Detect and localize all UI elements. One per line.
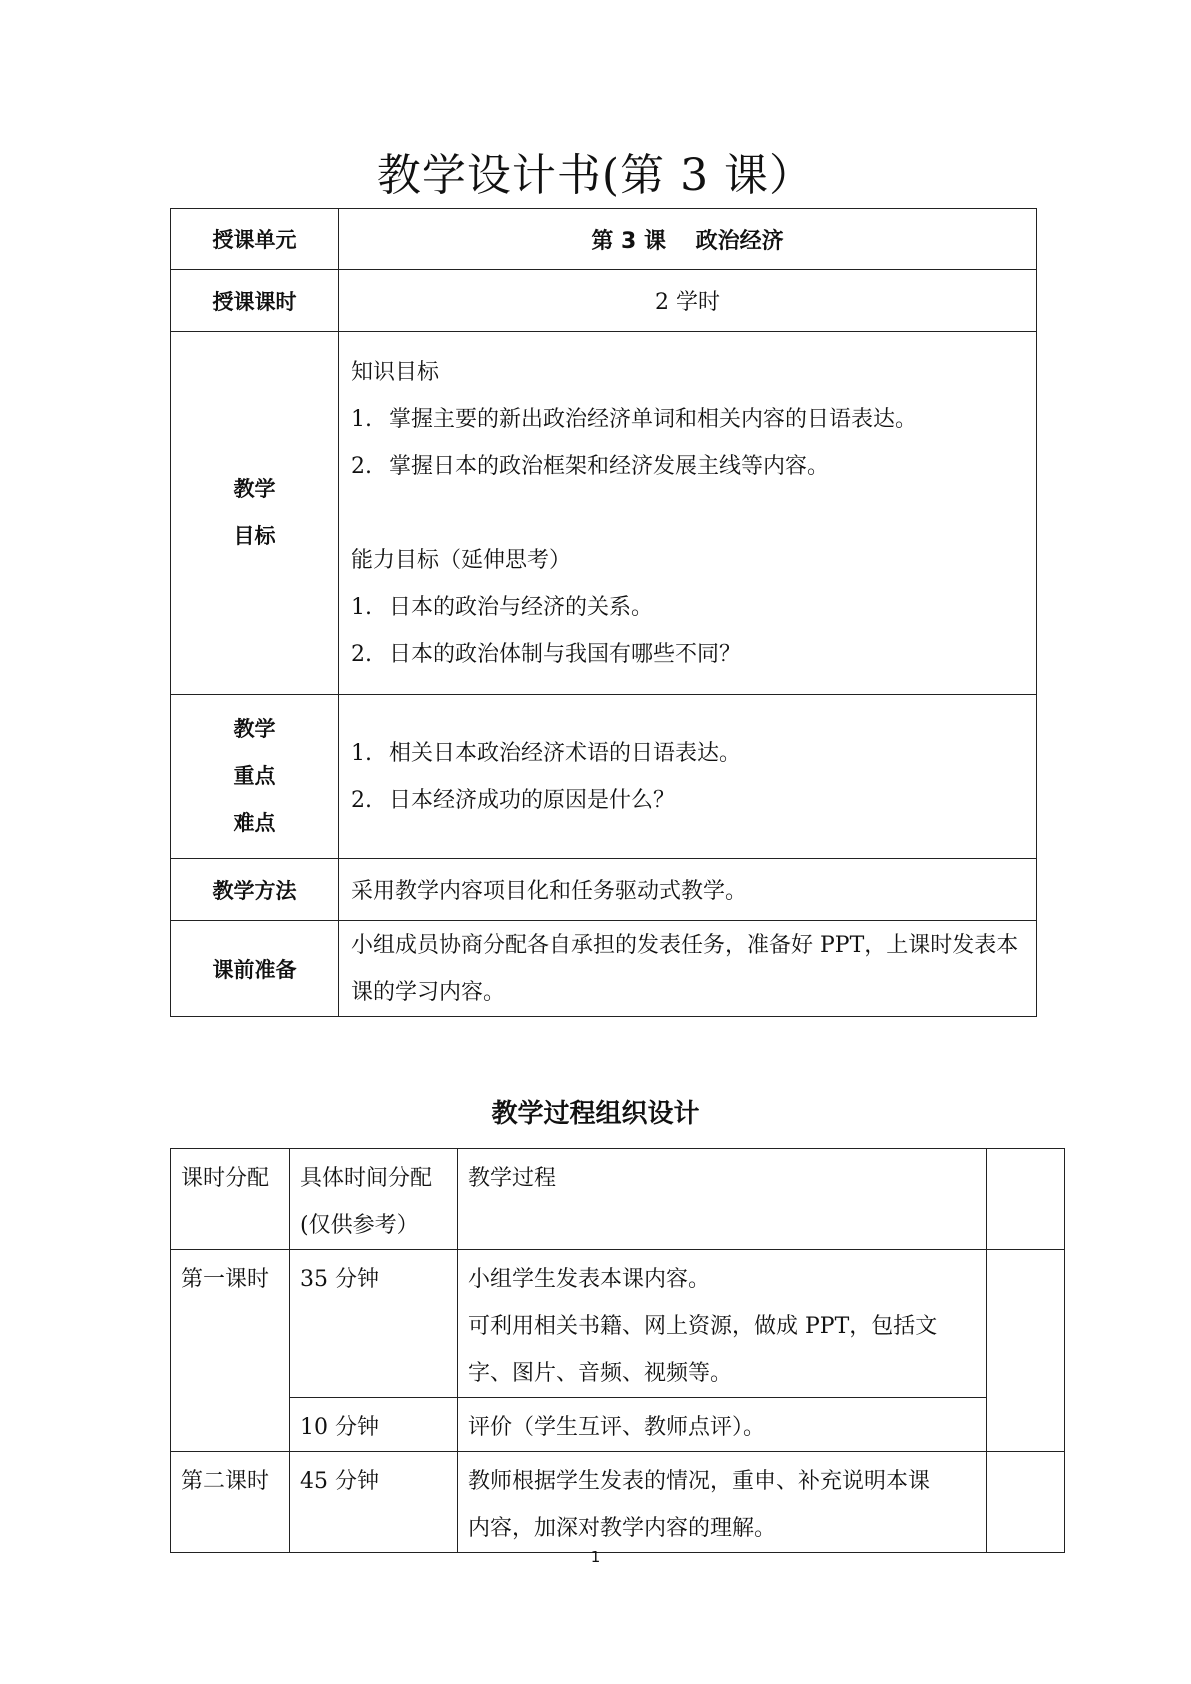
method-row: [171, 859, 1037, 921]
table-row: [171, 1398, 1065, 1452]
method-value: 采用教学内容项目化和任务驱动式教学。: [339, 859, 1037, 921]
process-line: 小组学生发表本课内容。: [468, 1267, 711, 1292]
item-number: 1.: [351, 594, 372, 620]
goals-label-line: 目标: [233, 524, 276, 548]
table-row: [171, 1250, 1065, 1398]
item-text: 相关日本政治经济术语的日语表达。: [389, 740, 742, 766]
ability-item: [351, 584, 1024, 631]
key-item: [351, 777, 1024, 824]
header-time: [290, 1149, 458, 1250]
unit-row: [171, 209, 1037, 270]
key-label-line: 教学: [233, 717, 276, 741]
unit-value: 第 3 课 政治经济: [339, 209, 1037, 270]
key-label-line: 重点: [233, 764, 276, 788]
key-item: [351, 730, 1024, 777]
page-number: 1: [590, 1548, 601, 1566]
hours-value: 2 学时: [339, 270, 1037, 332]
prep-label: 课前准备: [171, 921, 339, 1017]
item-text: 日本的政治与经济的关系。: [389, 594, 654, 620]
process-cell: [458, 1250, 987, 1398]
unit-label: 授课单元: [171, 209, 339, 270]
process-line: 内容，加深对教学内容的理解。: [468, 1516, 777, 1541]
time-cell: 45 分钟: [290, 1452, 458, 1553]
process-table: [170, 1148, 1065, 1553]
knowledge-heading: 知识目标: [351, 359, 440, 385]
page-title: 教学设计书(第 3 课）: [376, 150, 815, 201]
process-line: 字、图片、音频、视频等。: [468, 1361, 733, 1386]
item-number: 1.: [351, 740, 372, 766]
item-number: 2.: [351, 787, 372, 813]
knowledge-item: [351, 443, 1024, 490]
item-text: 日本的政治体制与我国有哪些不同？: [389, 641, 742, 667]
ability-item: [351, 631, 1024, 678]
ability-heading: 能力目标（延伸思考）: [351, 547, 572, 573]
goals-label: [171, 332, 339, 695]
process-section-title: 教学过程组织设计: [491, 1099, 700, 1129]
key-points-content: [339, 695, 1037, 859]
item-number: 2.: [351, 641, 372, 667]
header-time-note: (仅供参考）: [300, 1213, 419, 1238]
period-cell: 第一课时: [171, 1250, 290, 1452]
item-text: 日本经济成功的原因是什么？: [389, 787, 676, 813]
hours-label: 授课课时: [171, 270, 339, 332]
extra-cell: [987, 1250, 1065, 1452]
process-cell: 评价（学生互评、教师点评）。: [458, 1398, 987, 1452]
header-time-line: 具体时间分配: [300, 1166, 433, 1191]
process-line: 可利用相关书籍、网上资源，做成 PPT，包括文: [468, 1314, 938, 1339]
period-cell: 第二课时: [171, 1452, 290, 1553]
prep-row: [171, 921, 1037, 1017]
item-number: 2.: [351, 453, 372, 479]
table-row: [171, 1452, 1065, 1553]
lesson-info-table: [170, 208, 1037, 1017]
key-label-line: 难点: [233, 811, 276, 835]
process-header-row: [171, 1149, 1065, 1250]
key-points-label: [171, 695, 339, 859]
goals-content: [339, 332, 1037, 695]
goals-row: [171, 332, 1037, 695]
spacer: [351, 490, 1024, 537]
item-number: 1.: [351, 406, 372, 432]
knowledge-item: [351, 396, 1024, 443]
header-period: 课时分配: [171, 1149, 290, 1250]
time-cell: 10 分钟: [290, 1398, 458, 1452]
time-cell: 35 分钟: [290, 1250, 458, 1398]
extra-cell: [987, 1452, 1065, 1553]
prep-value: 小组成员协商分配各自承担的发表任务，准备好 PPT，上课时发表本课的学习内容。: [339, 921, 1037, 1017]
item-text: 掌握日本的政治框架和经济发展主线等内容。: [389, 453, 830, 479]
process-cell: [458, 1452, 987, 1553]
goals-label-line: 教学: [233, 477, 276, 501]
method-label: 教学方法: [171, 859, 339, 921]
hours-row: [171, 270, 1037, 332]
item-text: 掌握主要的新出政治经济单词和相关内容的日语表达。: [389, 406, 918, 432]
header-extra: [987, 1149, 1065, 1250]
key-points-row: [171, 695, 1037, 859]
process-line: 教师根据学生发表的情况，重申、补充说明本课: [468, 1469, 931, 1494]
header-process: 教学过程: [458, 1149, 987, 1250]
